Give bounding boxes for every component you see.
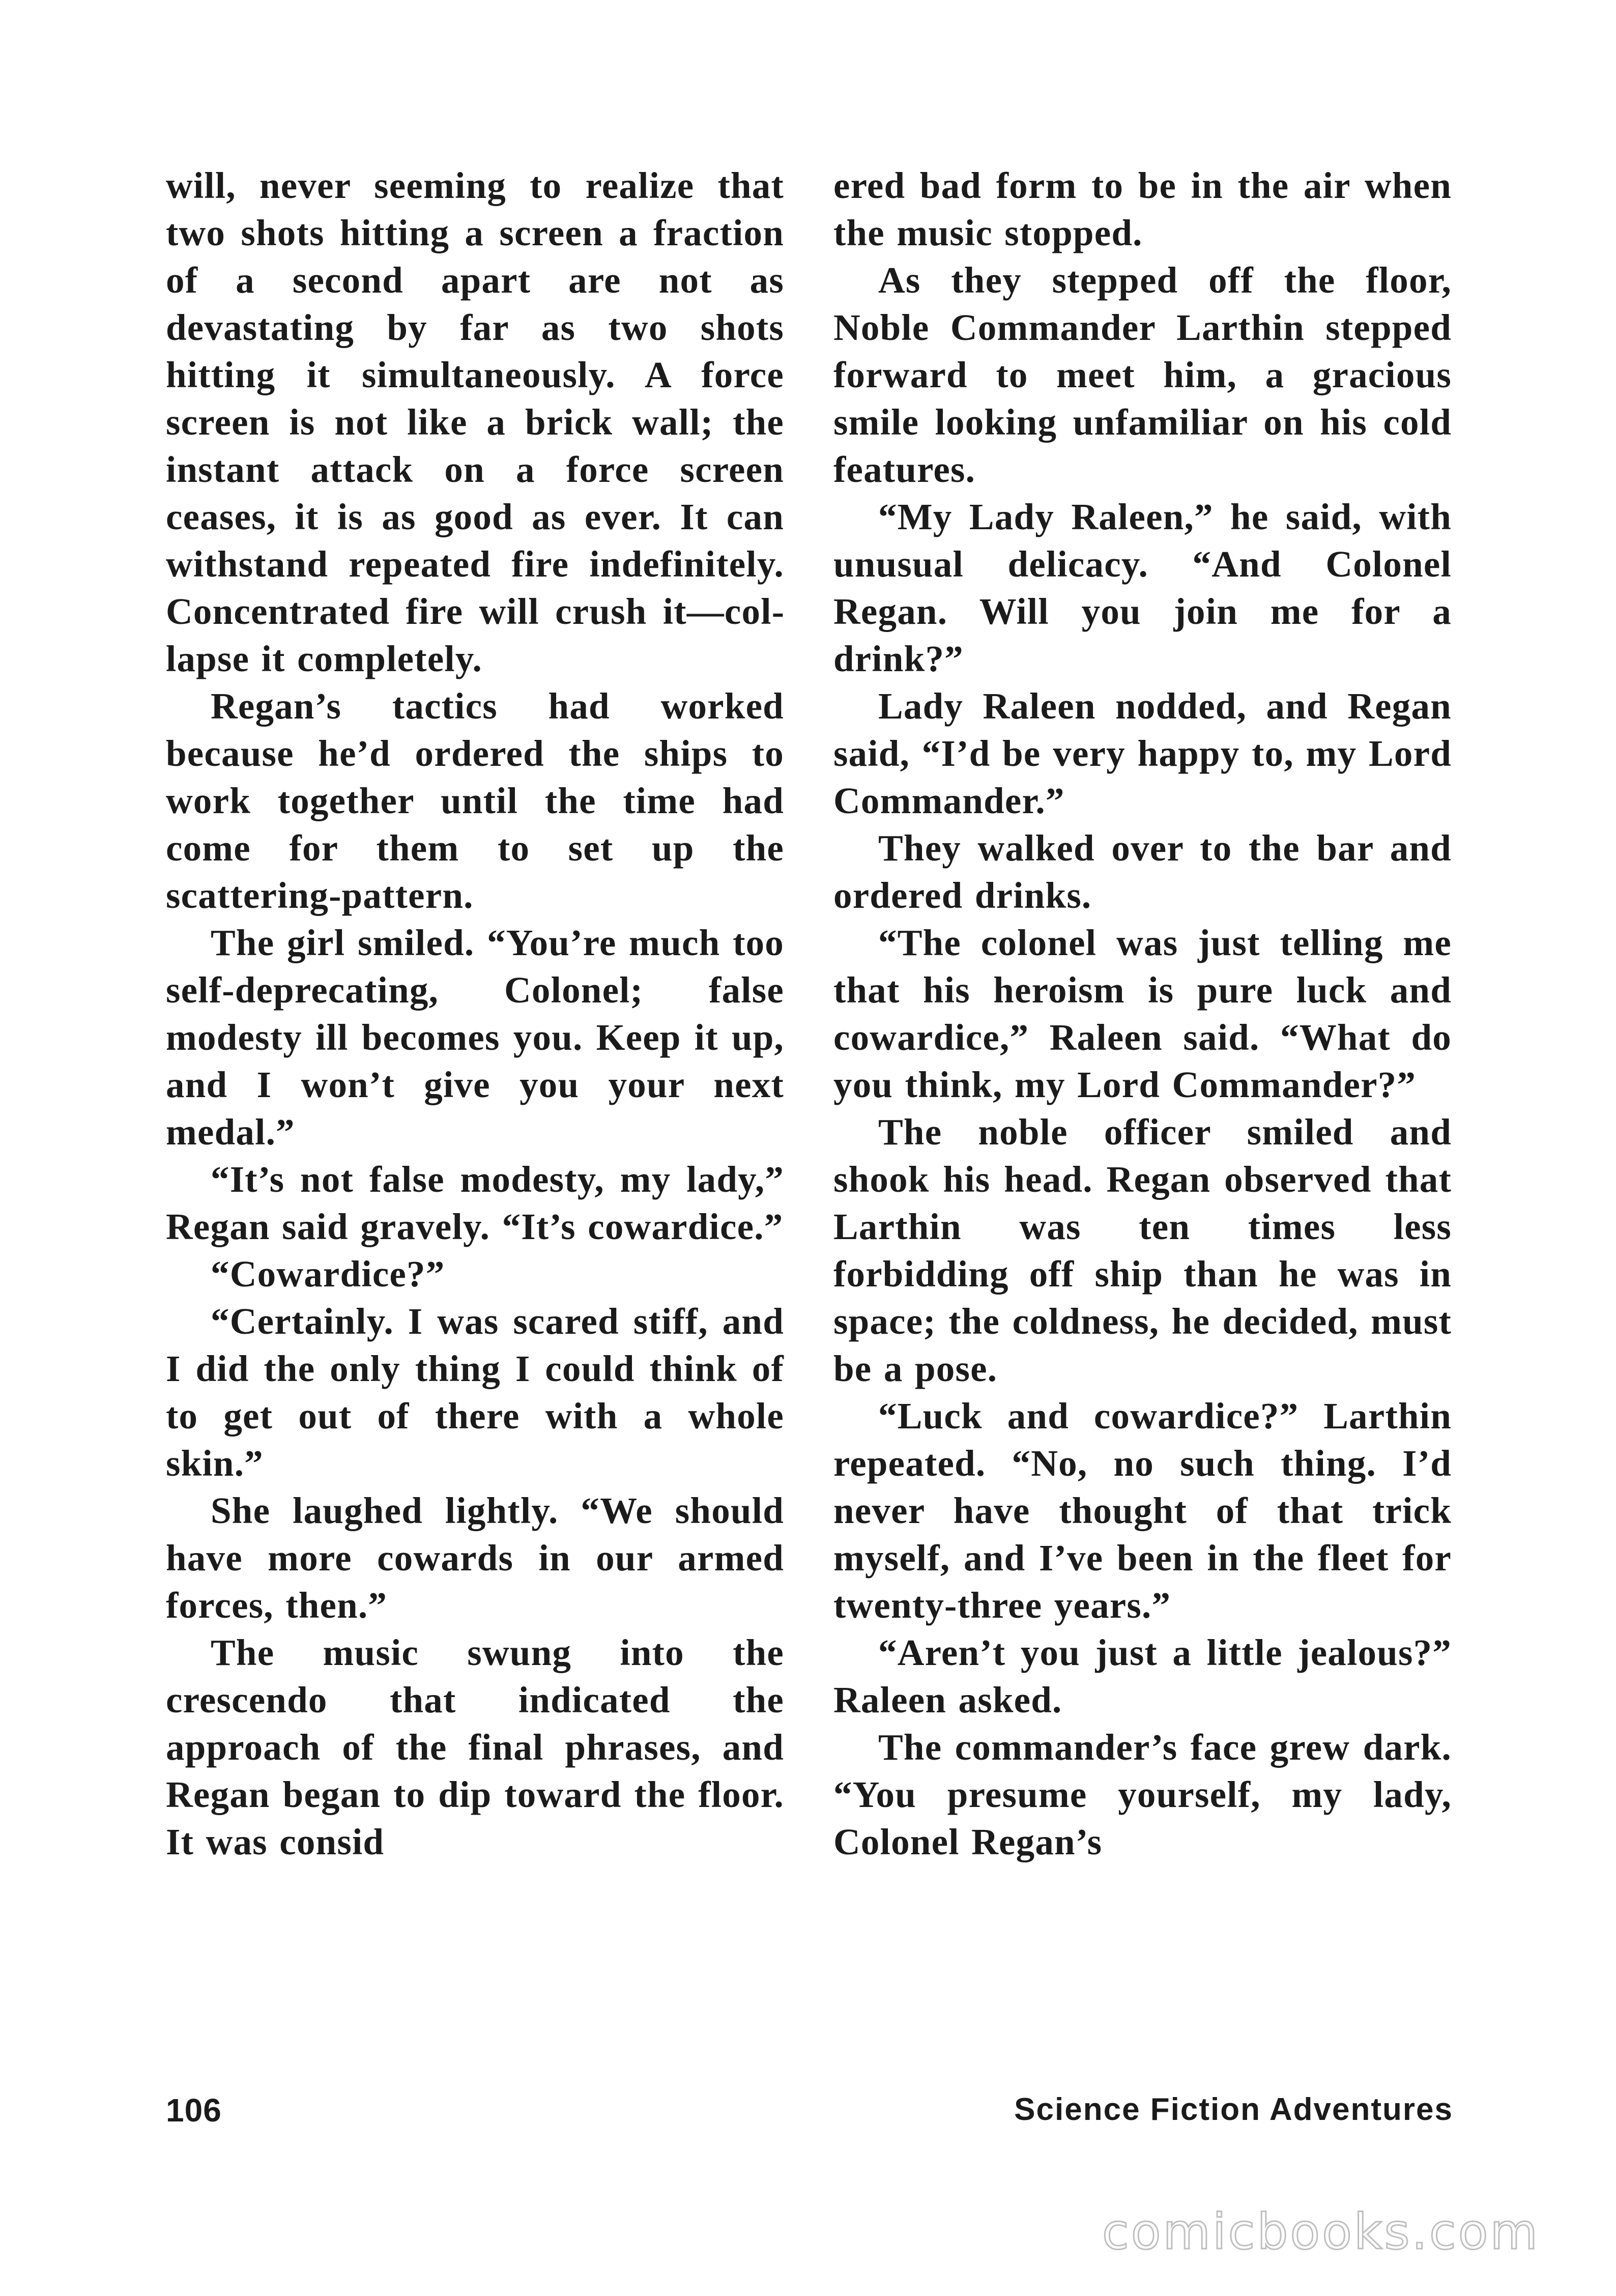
paragraph: The girl smiled. “You’re much too self-deprecating, Colonel; false modesty ill becomes you. Keep it up, and I won’t give you your next medal.” bbox=[166, 922, 784, 1153]
paragraph: The commander’s face grew dark. “You presume yourself, my lady, Colonel Regan’s bbox=[833, 1727, 1452, 1862]
paragraph: “Aren’t you just a little jealous?” Raleen asked. bbox=[833, 1632, 1452, 1720]
left-text-column bbox=[166, 162, 784, 1866]
paragraph: “Certainly. I was scared stiff, and I did the only thing I could think of to get out of there with a whole skin.” bbox=[166, 1301, 784, 1484]
paragraph: “The colonel was just telling me that his heroism is pure luck and cowardice,” Raleen said. “What do you think, my Lord Commander?” bbox=[833, 922, 1452, 1105]
paragraph: She laughed lightly. “We should have more cowards in our armed forces, then.” bbox=[166, 1490, 784, 1626]
paragraph: Regan’s tactics had worked because he’d ordered the ships to work together until the time had come for them to set up the scattering-pattern. bbox=[166, 685, 784, 916]
paragraph: The noble officer smiled and shook his head. Regan observed that Larthin was ten times less forbidding off ship than he was in space; the coldness, he decided, must be a pose. bbox=[833, 1111, 1452, 1389]
paragraph: ered bad form to be in the air when the music stopped. bbox=[833, 165, 1452, 253]
right-text-column bbox=[833, 162, 1452, 1866]
paragraph: They walked over to the bar and ordered drinks. bbox=[833, 827, 1452, 916]
publication-title: Science Fiction Adventures bbox=[1014, 2092, 1453, 2127]
watermark: comicbooks.com bbox=[1102, 2203, 1540, 2260]
paragraph: “Cowardice?” bbox=[211, 1253, 445, 1295]
paragraph: As they stepped off the floor, Noble Commander Larthin stepped forward to meet him, a gracious smile looking unfamiliar on his cold features. bbox=[833, 260, 1452, 490]
paragraph: “My Lady Raleen,” he said, with unusual delicacy. “And Colonel Regan. Will you join me for a drink?” bbox=[833, 496, 1452, 679]
paragraph: The music swung into the crescendo that indicated the approach of the final phrases, and Regan began to dip toward the floor. It was consid bbox=[166, 1632, 784, 1862]
paragraph: will, never seeming to realize that two shots hitting a screen a fraction of a second apart are not as devastating by far as two shots hitting it simultaneously. A force screen is not like a brick wall; the instant attack on a force screen ceases, it is as good as ever. It can withstand repeated fire indefinitely. Concentrated fire will crush it—collapse it completely. bbox=[166, 165, 784, 679]
paragraph: Lady Raleen nodded, and Regan said, “I’d be very happy to, my Lord Commander.” bbox=[833, 685, 1452, 821]
page-number: 106 bbox=[166, 2092, 222, 2129]
paragraph: “Luck and cowardice?” Larthin repeated. “No, no such thing. I’d never have thought of that trick myself, and I’ve been in the fleet for twenty-three years.” bbox=[833, 1395, 1452, 1626]
paragraph: “It’s not false modesty, my lady,” Regan said gravely. “It’s cowardice.” bbox=[166, 1159, 784, 1247]
